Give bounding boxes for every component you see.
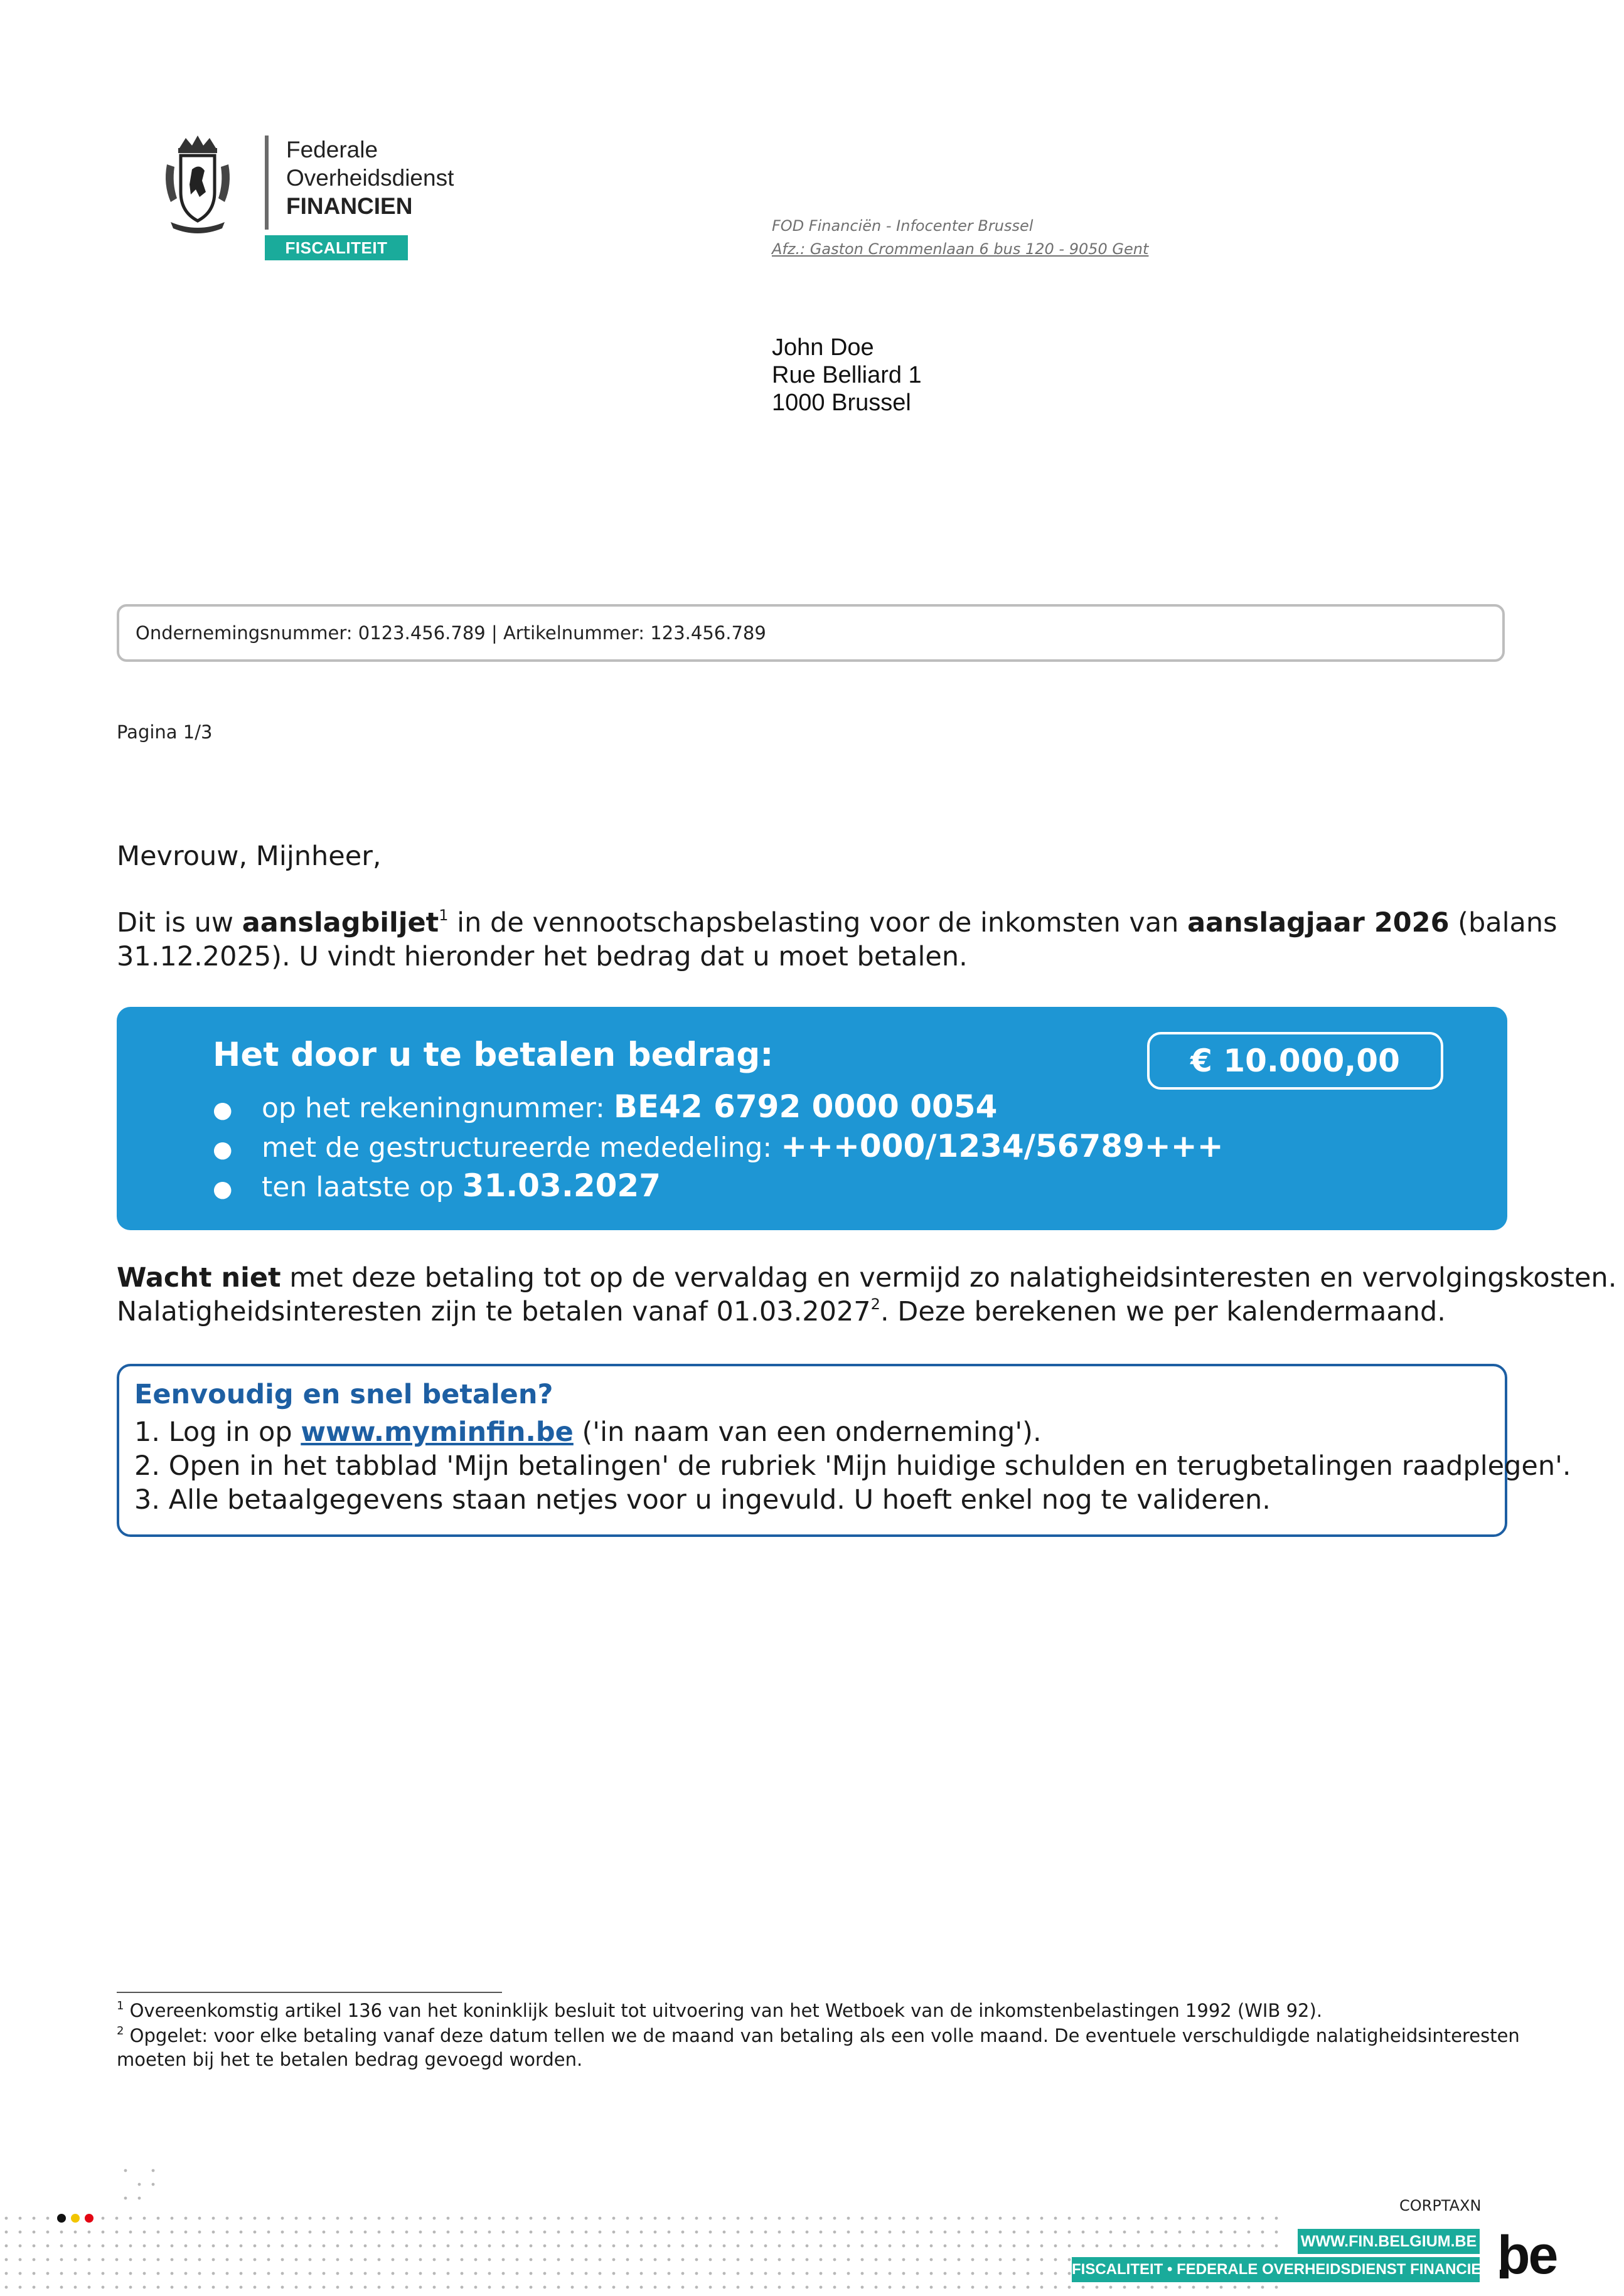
footnote-2	[117, 2024, 1520, 2048]
intro-line2: 31.12.2025). U vindt hieronder het bedrag dat u moet betalen.	[117, 941, 968, 972]
recipient-street: Rue Belliard 1	[772, 362, 922, 388]
easy-step-1	[134, 1416, 1042, 1448]
payment-item-label: met de gestructureerde mededeling:	[262, 1132, 781, 1164]
payment-item-deadline	[213, 1167, 661, 1204]
logo-tag-fiscaliteit: FISCALITEIT	[265, 235, 408, 260]
myminfin-link[interactable]: www.myminfin.be	[301, 1416, 574, 1448]
payment-item-label: op het rekeningnummer:	[262, 1092, 614, 1124]
logo-divider	[265, 136, 269, 230]
easy-payment-title: Eenvoudig en snel betalen?	[134, 1379, 553, 1410]
website-tag: WWW.FIN.BELGIUM.BE	[1298, 2229, 1480, 2254]
footnote-2-continued: moeten bij het te betalen bedrag gevoegd worden.	[117, 2049, 583, 2070]
structured-communication: +++000/1234/56789+++	[781, 1128, 1224, 1164]
intro-text-c: in de vennootschapsbelasting voor de inkomsten van	[448, 907, 1188, 938]
due-date: 31.03.2027	[462, 1167, 661, 1204]
page-number: Pagina 1/3	[117, 721, 213, 743]
logo-text-line2: Overheidsdienst	[286, 165, 454, 191]
easy-payment-box	[117, 1364, 1571, 1537]
footnote-ref-2: 2	[870, 1295, 880, 1313]
intro-text-e: (balans	[1449, 907, 1557, 938]
footnote-mark-1: 1	[117, 1999, 124, 2012]
footnote-2-text: Opgelet: voor elke betaling vanaf deze datum tellen we de maand van betaling als een volle maand. De eventuele verschuldigde nalatigheidsinteresten	[129, 2025, 1520, 2046]
warning-line1	[117, 1261, 1616, 1295]
payment-item-reference	[213, 1128, 1224, 1164]
easy-step-text: ('in naam van een onderneming').	[573, 1416, 1042, 1448]
be-logo: be	[1497, 2225, 1557, 2285]
salutation: Mevrouw, Mijnheer,	[117, 841, 382, 872]
belgian-crest-icon	[161, 134, 235, 235]
intro-line1	[117, 906, 1557, 940]
payment-item-label: ten laatste op	[262, 1171, 462, 1203]
intro-text-a: Dit is uw	[117, 907, 242, 938]
fod-financien-logo	[161, 132, 474, 263]
payment-title: Het door u te betalen bedrag:	[213, 1036, 774, 1074]
footnote-1-text: Overeenkomstig artikel 136 van het koninklijk besluit tot uitvoering van het Wetboek van de inkomstenbelastingen 1992 (WIB 92).	[129, 2000, 1323, 2021]
warning-text-2b: . Deze berekenen we per kalendermaand.	[880, 1296, 1446, 1327]
warning-text: met deze betaling tot op de vervaldag en vermijd zo nalatigheidsinteresten en vervolgingskosten.	[280, 1262, 1617, 1294]
footnote-ref-1: 1	[439, 906, 449, 924]
easy-step-3: 3. Alle betaalgegevens staan netjes voor u ingevuld. U hoeft enkel nog te valideren.	[134, 1484, 1271, 1516]
warning-line2	[117, 1295, 1446, 1329]
warning-bold: Wacht niet	[117, 1262, 281, 1294]
bullet-icon: ●	[213, 1097, 233, 1123]
footnote-mark-2: 2	[117, 2024, 124, 2038]
reference-box	[117, 604, 1505, 662]
account-number: BE42 6792 0000 0054	[613, 1088, 998, 1125]
warning-text-2a: Nalatigheidsinteresten zijn te betalen vanaf 01.03.2027	[117, 1296, 871, 1327]
logo-text-line3: FINANCIEN	[286, 193, 413, 219]
sender-address: Afz.: Gaston Crommenlaan 6 bus 120 - 9050 Gent	[772, 240, 1149, 258]
easy-step-text: 1. Log in op	[134, 1416, 301, 1448]
reference-text: Ondernemingsnummer: 0123.456.789 | Artikelnummer: 123.456.789	[136, 622, 766, 644]
department-tag: FISCALITEIT • FEDERALE OVERHEIDSDIENST FINANCIEN	[1072, 2257, 1480, 2282]
payment-item-account	[213, 1088, 997, 1125]
logo-text-line1: Federale	[286, 137, 378, 162]
bullet-icon: ●	[213, 1137, 233, 1162]
payment-box	[117, 1007, 1507, 1230]
recipient-city: 1000 Brussel	[772, 390, 911, 416]
payment-amount: € 10.000,00	[1147, 1032, 1443, 1090]
document-code: CORPTAXN	[1399, 2197, 1482, 2214]
intro-bold-aanslagbiljet: aanslagbiljet	[242, 907, 439, 938]
sender-organisation: FOD Financiën - Infocenter Brussel	[772, 217, 1034, 235]
bullet-icon: ●	[213, 1176, 233, 1202]
footnote-1	[117, 1999, 1322, 2022]
footnote-divider	[117, 1992, 502, 1993]
easy-step-2: 2. Open in het tabblad 'Mijn betalingen' de rubriek 'Mijn huidige schulden en terugbetalingen raadplegen'.	[134, 1450, 1571, 1482]
recipient-name: John Doe	[772, 334, 874, 361]
intro-bold-aanslagjaar: aanslagjaar 2026	[1187, 907, 1450, 938]
